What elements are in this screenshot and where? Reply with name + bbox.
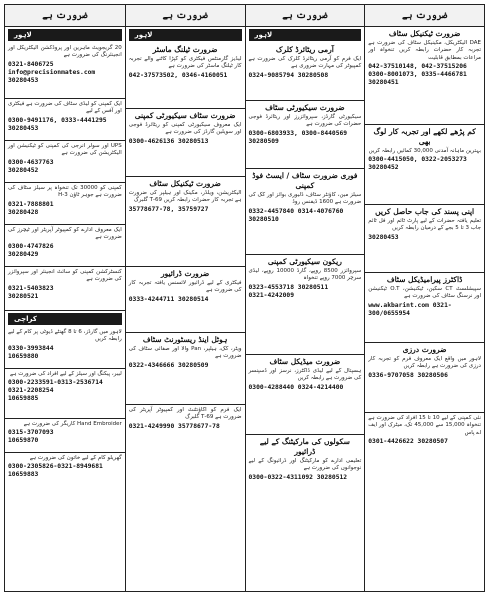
ad-body: سپروائزر 8500 روپے، گارڈ 10000 روپے، لیڈی سرچر 7000 روپے تنخواہ	[248, 268, 362, 282]
ad-fast-food-staff	[246, 169, 365, 255]
ad-body: تعلیم یافتہ حضرات کے لیے پارٹ ٹائم اور فل ٹائم جاب 3 تا 5 بجے کے درمیان رابطہ کریں	[368, 218, 481, 232]
ad-body: 20 گریجویٹ ماہرین اور پروڈکشن الیکٹریکل اور انجینئرنگ کی ضرورت ہے	[8, 45, 122, 59]
ad-security-staff	[246, 101, 365, 169]
ad-body: نئی کمپنی کے لیے 10 تا 15 افراد کی ضرورت ہے تنخواہ 15,000 سے 45,000 تک، میٹرک اور ایف اے پاس	[368, 415, 481, 436]
ad-construction	[5, 267, 125, 311]
ad-hotel-restaurant	[126, 333, 245, 405]
ad-body: DAE الیکٹریکل، مکینیکل سٹاف کی ضرورت ہے تجربہ کار حضرات رابطہ کریں تنخواہ اور مراعات بمطابق قابلیت	[368, 40, 481, 61]
ad-title: اپنی پسند کی جاب حاصل کریں	[375, 207, 475, 216]
ad-contact: 042-37573502, 0346-4160051	[128, 71, 228, 79]
ad-doctors-paramedical	[365, 273, 484, 343]
ad-title: ضرورت درزی	[402, 345, 447, 354]
ad-computer-operator	[5, 225, 125, 267]
ad-body: لیڈیز گارمنٹس فیکٹری کو کپڑا کاٹنے والے تجربہ کار ٹیلنگ ماسٹر کی ضرورت ہے	[128, 56, 242, 70]
ad-body: UPS اور سولر انرجی کی کمپنی کو ٹیکنیشن اور الیکٹریشن کی ضرورت ہے	[8, 143, 122, 157]
ad-contact: 0330-3993844 10659880	[8, 344, 54, 360]
ad-body: Hand Embroider کاریگر کی ضرورت ہے	[23, 421, 122, 427]
ad-title: ہوٹل اینڈ ریسٹورنٹ سٹاف	[142, 335, 228, 344]
header-label: ضرورت ہے	[282, 10, 328, 21]
ad-contact: 0300-2305826-0321-8949681 10659883	[8, 463, 103, 479]
ad-title: کم پڑھے لکھے اور تجربہ کار لوگ بھی	[373, 127, 476, 146]
classified-page	[4, 4, 485, 592]
ad-title: آرمی ریٹائرڈ کلرک	[275, 45, 334, 54]
ad-contact: 0300-0322-4311092 30280512	[248, 473, 348, 481]
city-label: لاہور	[14, 31, 32, 39]
ad-guards-karachi	[5, 327, 125, 369]
ad-labour-packing	[5, 369, 125, 419]
column-header	[126, 5, 245, 27]
ad-body: سپیشلسٹ CT سکین، ٹیکنیشن، O.T ٹیکنیشن اور نرسنگ سٹاف کی ضرورت ہے	[368, 286, 481, 300]
ad-school-marketing	[246, 435, 365, 591]
ad-body: ایک فرم کو اکاؤنٹنٹ اور کمپیوٹر آپریٹر کی ضرورت ہے 69-T گلبرگ	[128, 407, 242, 421]
ad-domestic-help	[5, 453, 125, 591]
ad-contact: 0315-3707093 10659870	[8, 429, 54, 445]
ad-body: ایک فرم کو آرمی ریٹائرڈ کلرک کی ضرورت ہے کمپیوٹر کی مہارت ضروری ہے	[248, 56, 362, 70]
city-label: لاہور	[134, 31, 153, 39]
ad-body: کنسٹرکشن کمپنی کو سائٹ انجینئر اور سپروائزر کی ضرورت ہے	[8, 269, 122, 283]
ad-contact: 042-37510148, 042-37515206 0300-8001073, 0335-4466781 30280451	[368, 63, 467, 87]
ad-choice-job	[365, 205, 484, 273]
ad-body: سیلز مین، کاؤنٹر سٹاف، ڈلیوری بوائز اور کک کی ضرورت ہے 1600 ڈیفنس روڈ	[248, 192, 362, 206]
ad-contact: 0323-4553718 30280511 0321-4242009	[248, 283, 329, 299]
ad-title: ضرورت ٹیلنگ ماسٹر	[152, 45, 218, 54]
ad-contact: 0300-4747826 30280429	[8, 242, 54, 258]
ad-army-clerk	[246, 43, 365, 101]
ad-security-company	[126, 109, 245, 177]
ad-body: ایک کمپنی کو لیڈی سٹاف کی ضرورت ہے فیکٹری اور آفس کے لیے	[8, 101, 122, 115]
column-3	[125, 5, 245, 591]
ad-contact: 0333-4244711 30280514	[128, 295, 209, 303]
ad-title: ضرورت ٹیکنیکل سٹاف	[388, 29, 461, 38]
ad-cutting-master	[126, 43, 245, 109]
ad-technical-staff	[365, 27, 484, 125]
ad-accountant	[126, 405, 245, 591]
ad-contact: 30280453	[368, 233, 399, 241]
ad-contact: 0324-9085794 30280508	[248, 71, 329, 79]
ad-body: لاہور میں گارڈز، 6 تا 8 گھنٹے ڈیوٹی پر کام کے لیے رابطہ کریں	[8, 329, 122, 343]
column-header	[5, 5, 125, 27]
ad-title: ضرورت میڈیکل سٹاف	[269, 357, 341, 366]
ad-contact: 0300-4415050, 0322-2053273 30280452	[368, 156, 467, 172]
ad-title: سکولوں کی مارکیٹنگ کے لیے ڈرائیور	[259, 437, 350, 456]
city-banner-karachi	[8, 313, 122, 325]
ad-contact: 0300-4626136 30280513	[128, 137, 209, 145]
ad-graduate-engineers	[5, 43, 125, 99]
ad-medical-staff	[246, 355, 365, 435]
ad-body: ویٹر، کک، ہیلپر، Pan والا اور صفائی سٹاف کی ضرورت ہے	[128, 346, 242, 360]
ad-contact: 0322-4346666 30280509	[128, 361, 209, 369]
column-2	[245, 5, 365, 591]
ad-contact: 0300-2233591-0313-2536714 0321-2208254 10659885	[8, 379, 103, 403]
header-label: ضرورت ہے	[401, 10, 448, 21]
ad-body: کمپنی کو 30000 تک تنخواہ پر سیلز سٹاف کی ضرورت ہے جوہر ٹاؤن H-3	[8, 185, 122, 199]
ad-body: ایک معروف سیکیورٹی کمپنی کو ریٹائرڈ فوجی اور سویلین گارڈز کی ضرورت ہے	[128, 122, 242, 136]
ad-technical-staff-2	[126, 177, 245, 267]
ad-title: ڈاکٹرز پیرامیڈیکل سٹاف	[386, 275, 463, 284]
ad-contact: 0332-4457840 0314-4076760 30280510	[248, 207, 344, 223]
ad-title: ضرورت سٹاف سیکیورٹی کمپنی	[134, 111, 236, 120]
ad-contact: 0321-4249990 35778677-78	[128, 422, 220, 430]
ad-body: ہسپتال کے لیے لیڈی ڈاکٹرز، نرسز اور ڈسپنسر کی ضرورت ہے رابطہ کریں	[248, 368, 362, 382]
ad-title: ضرورت ٹیکنیکل سٹاف	[149, 179, 221, 188]
ad-contact: www.akbarint.com 0321-300/0655954	[368, 301, 452, 317]
ad-body: لاہور میں واقع ایک معروف فرم کو تجربہ کار درزی کی ضرورت ہے رابطہ کریں	[368, 356, 481, 370]
header-label: ضرورت ہے	[162, 10, 208, 21]
column-header	[246, 5, 365, 27]
ad-contact: 0300-6803933, 0300-8440569 30280509	[248, 129, 348, 145]
ad-contact: 0321-8406725 info@precisionmates.com 30280453	[8, 60, 96, 84]
ad-contact: 0301-4426622 30280507	[368, 438, 448, 446]
ad-body: تعلیمی ادارے کو مارکیٹنگ اور ڈرائیونگ کے لیے نوجوانوں کی ضرورت ہے	[248, 458, 362, 472]
ad-contact: 0321-5403823 30280521	[8, 284, 54, 300]
ad-body: سیکیورٹی گارڈز، سپروائزرز اور ریٹائرڈ فوجی حضرات کی ضرورت ہے	[248, 114, 362, 128]
city-banner-lahore	[129, 29, 242, 41]
ad-contact: 0300-9491176, 0333-4441295 30280453	[8, 116, 107, 132]
header-label: ضرورت ہے	[42, 10, 88, 21]
city-banner-lahore	[249, 29, 362, 41]
ad-driver	[126, 267, 245, 333]
ad-body: بہترین ماہانہ آمدنی 30,000 کمائیں رابطہ کریں	[368, 148, 481, 154]
ad-title: ضرورت سیکیورٹی سٹاف	[265, 103, 345, 112]
ad-body: الیکٹریشن، ویلڈر، مکینک اور ہیلپر کی ضرورت ہے تجربہ کار حضرات رابطہ کریں 69-T گلبرگ	[128, 190, 242, 204]
city-label: لاہور	[254, 31, 273, 39]
ad-body: فیکٹری کے لیے ڈرائیور لائسنس یافتہ تجربہ کار کی ضرورت ہے	[128, 280, 242, 294]
ad-body: لیبر، پیکنگ اور سیلز کے لیے افراد کی ضرورت ہے	[10, 371, 122, 377]
ad-title: ضرورت ڈرائیور	[160, 269, 210, 278]
city-banner-lahore	[8, 29, 122, 41]
column-header	[365, 5, 484, 27]
ad-tailor	[365, 343, 484, 413]
column-1	[364, 5, 484, 591]
ad-ups-solar	[5, 141, 125, 183]
city-label: کراچی	[14, 315, 37, 323]
ad-contact: 0336-9707058 30280506	[368, 371, 448, 379]
ad-contact: 0321-7888801 30280428	[8, 200, 54, 216]
ad-contact: 35778677-78, 35759727	[128, 205, 209, 213]
ad-new-company	[365, 413, 484, 591]
ad-body: ایک معروف ادارے کو کمپیوٹر آپریٹر اور ٹیچرز کی ضرورت ہے	[8, 227, 122, 241]
ad-contact: 0300-4637763 30280452	[8, 158, 54, 174]
ad-recon-security	[246, 255, 365, 355]
ad-title: ریکون سیکیورٹی کمپنی	[267, 257, 342, 266]
ad-title: فوری ضرورت سٹاف / ایسٹ فوڈ کمپنی	[252, 171, 358, 190]
ad-body: گھریلو کام کے لیے خاتون کی ضرورت ہے	[29, 455, 122, 461]
column-4	[5, 5, 125, 591]
ad-hand-embroider	[5, 419, 125, 453]
ad-sales-staff	[5, 183, 125, 225]
ad-contact: 0300-4288440 0324-4214400	[248, 383, 344, 391]
ad-less-educated	[365, 125, 484, 205]
ad-lady-staff	[5, 99, 125, 141]
